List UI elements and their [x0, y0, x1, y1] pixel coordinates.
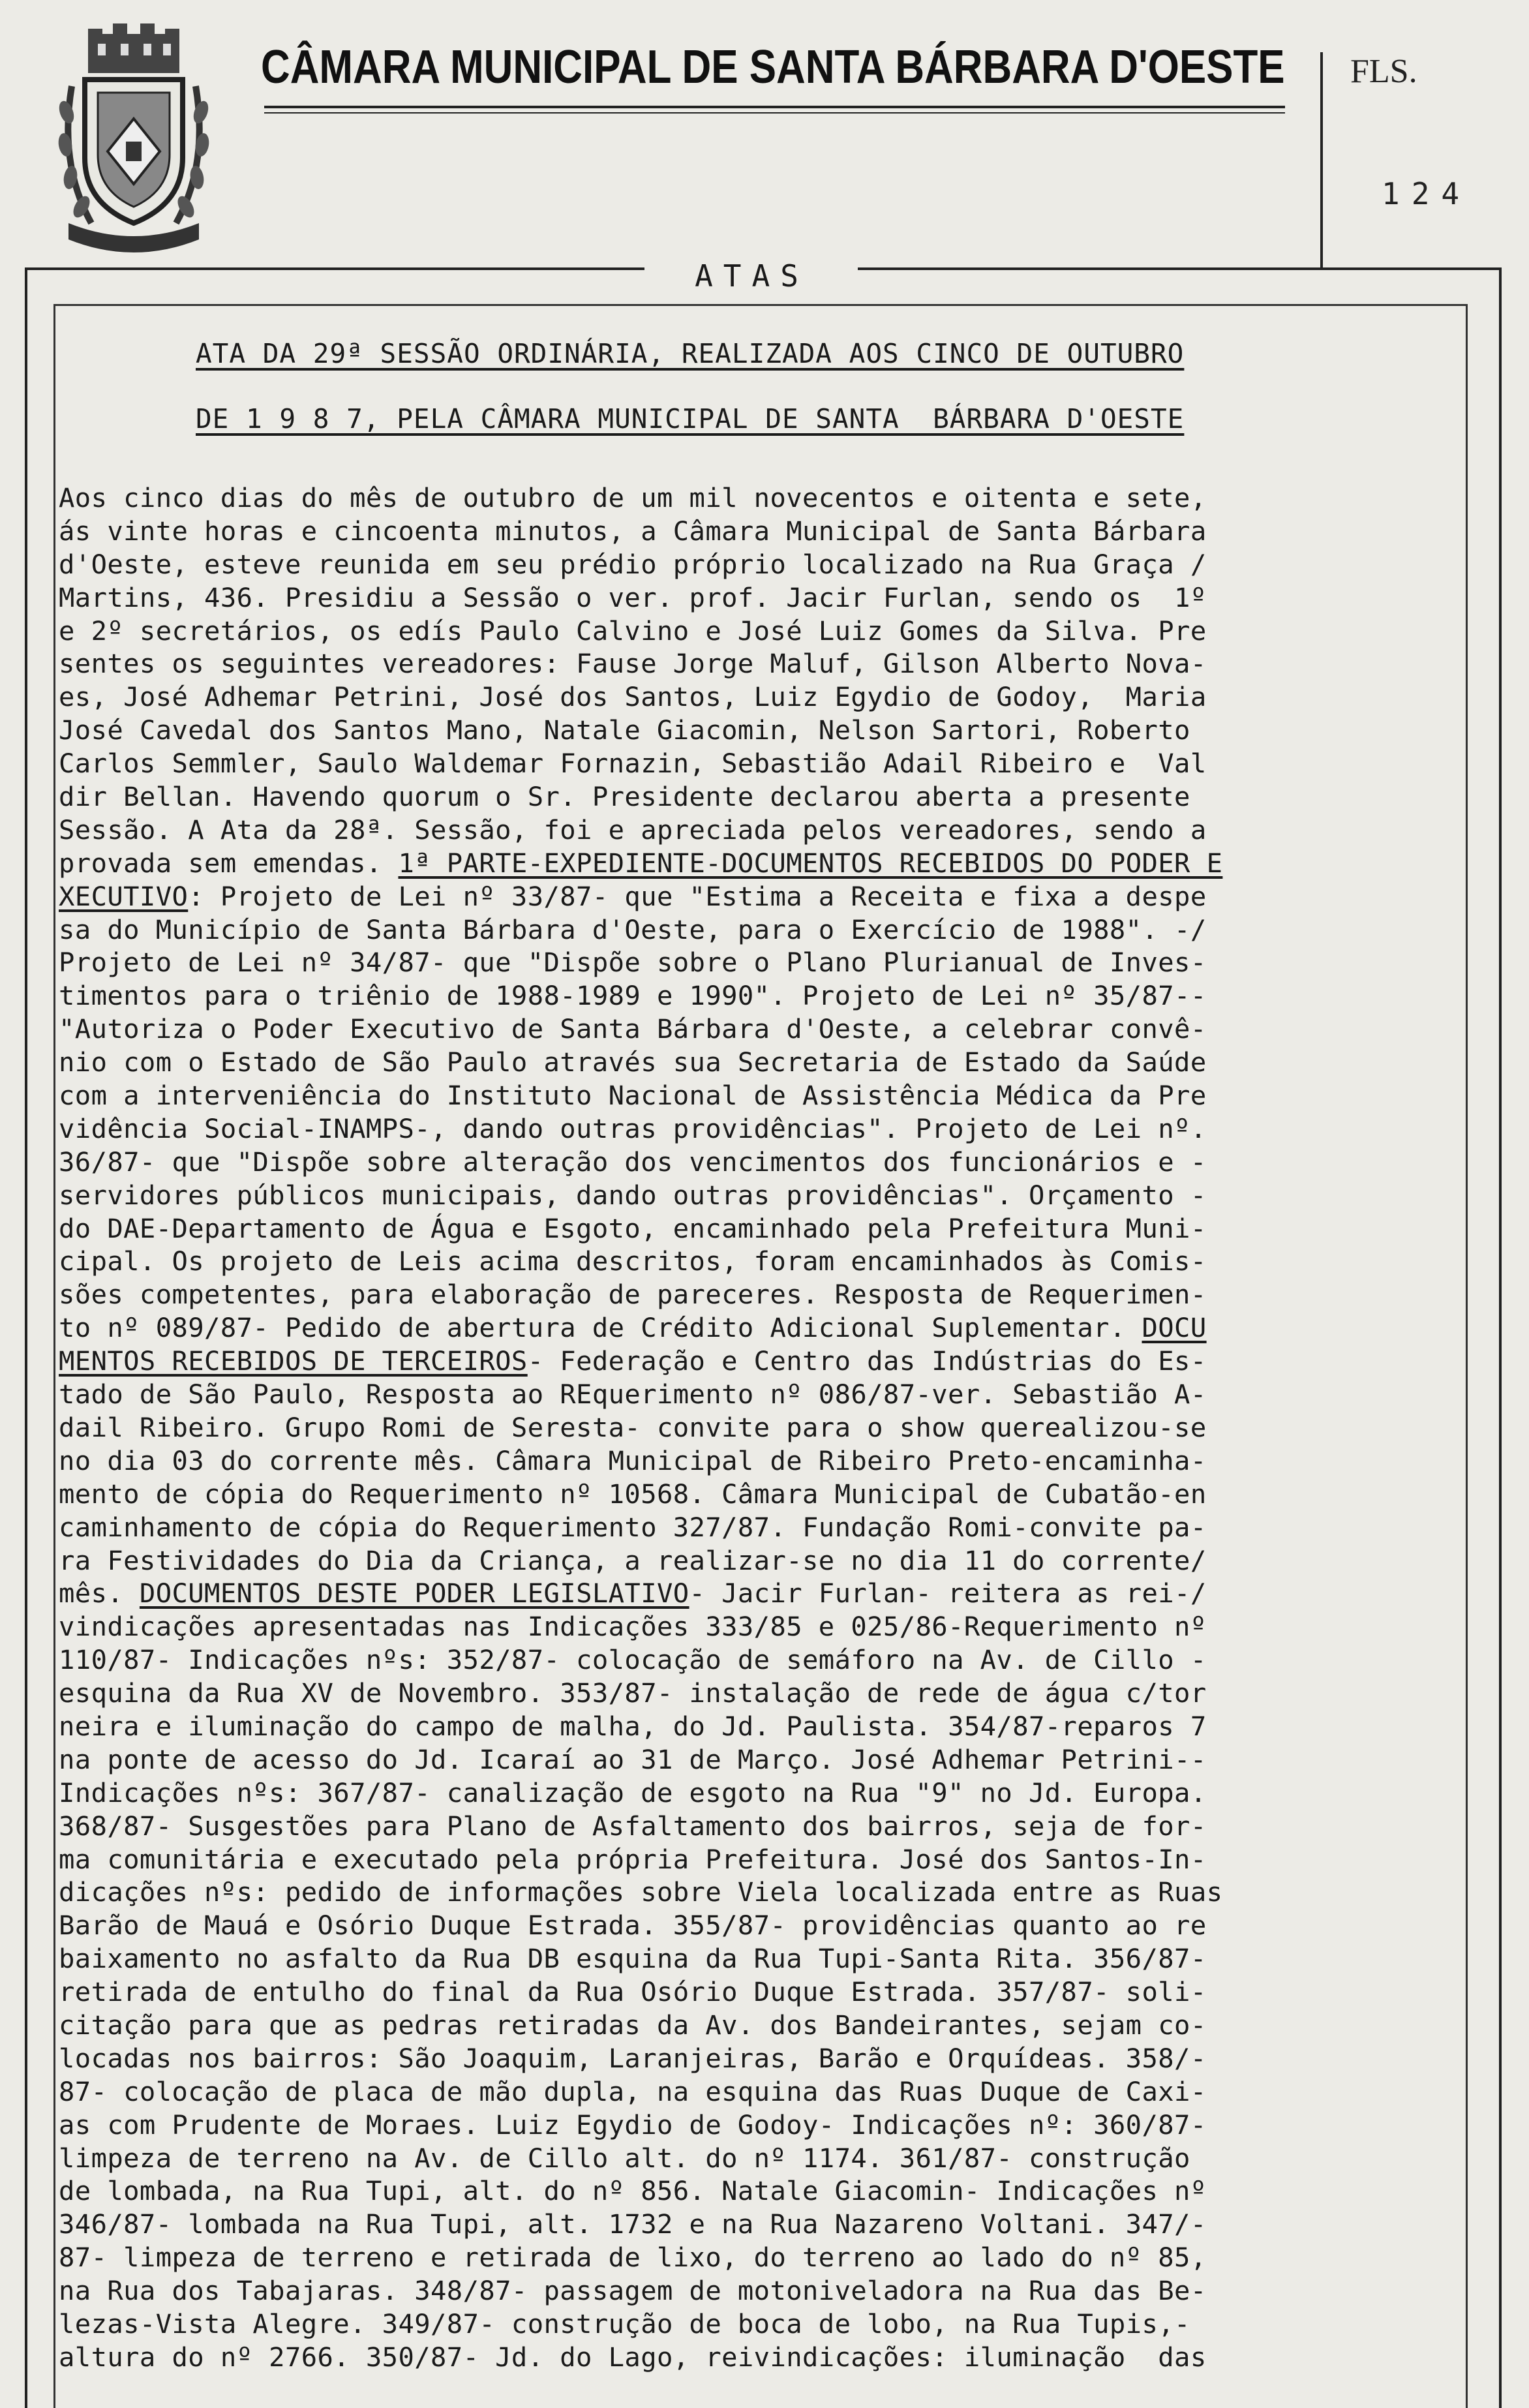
body-line: locadas nos bairros: São Joaquim, Laranjeiras, Barão e Orquídeas. 358/-	[59, 2042, 1207, 2074]
section-heading: DOCU	[1142, 1312, 1207, 1344]
body-text-segment: to nº 089/87- Pedido de abertura de Crédito Adicional Suplementar.	[59, 1312, 1142, 1344]
body-line: baixamento no asfalto da Rua DB esquina da Rua Tupi-Santa Rita. 356/87-	[59, 1943, 1207, 1975]
body-line	[59, 880, 1481, 913]
body-line: 87- limpeza de terreno e retirada de lixo, do terreno ao lado do nº 85,	[59, 2242, 1207, 2274]
body-line: José Cavedal dos Santos Mano, Natale Giacomin, Nelson Sartori, Roberto	[59, 714, 1190, 746]
body-line: citação para que as pedras retiradas da Av. dos Bandeirantes, sejam co-	[59, 2009, 1207, 2041]
section-heading: 1ª PARTE-EXPEDIENTE-DOCUMENTOS RECEBIDOS DO PODER E	[398, 847, 1223, 879]
body-line: Barão de Mauá e Osório Duque Estrada. 355/87- providências quanto ao re	[59, 1910, 1207, 1942]
body-line: Projeto de Lei nº 34/87- que "Dispõe sobre o Plano Plurianual de Inves-	[59, 947, 1207, 979]
body-line	[59, 1311, 1481, 1345]
body-line: ma comunitária e executado pela própria Prefeitura. José dos Santos-In-	[59, 1843, 1207, 1875]
body-line: 87- colocação de placa de mão dupla, na esquina das Ruas Duque de Caxi-	[59, 2075, 1207, 2107]
folio-number: 124	[1382, 176, 1472, 211]
frame-border-top-left	[25, 267, 644, 270]
municipal-coat-of-arms-icon	[52, 14, 215, 256]
body-line: ra Festividades do Dia da Criança, a realizar-se no dia 11 do corrente/	[59, 1544, 1207, 1576]
body-line: e 2º secretários, os edís Paulo Calvino e José Luiz Gomes da Silva. Pre	[59, 615, 1207, 647]
body-line: esquina da Rua XV de Novembro. 353/87- instalação de rede de água c/tor	[59, 1677, 1207, 1709]
body-text-segment: mês.	[59, 1577, 140, 1609]
frame-border-left	[25, 267, 27, 2408]
folio-label: FLS.	[1350, 53, 1417, 90]
section-heading: DOCUMENTOS DESTE PODER LEGISLATIVO	[139, 1577, 689, 1609]
ata-title-line-2: DE 1 9 8 7, PELA CÂMARA MUNICIPAL DE SANTA BÁRBARA D'OESTE	[196, 403, 1185, 434]
body-line: servidores públicos municipais, dando outras providências". Orçamento -	[59, 1179, 1207, 1211]
body-line: tado de São Paulo, Resposta ao REquerimento nº 086/87-ver. Sebastião A-	[59, 1379, 1207, 1410]
body-line: dir Bellan. Havendo quorum o Sr. Presidente declarou aberta a presente	[59, 781, 1190, 813]
body-line: sa do Município de Santa Bárbara d'Oeste, para o Exercício de 1988". -/	[59, 913, 1207, 945]
body-line: na ponte de acesso do Jd. Icaraí ao 31 de Março. José Adhemar Petrini--	[59, 1743, 1207, 1775]
body-text-segment: provada sem emendas.	[59, 847, 399, 879]
body-line: es, José Adhemar Petrini, José dos Santos, Luiz Egydio de Godoy, Maria	[59, 681, 1207, 713]
body-line: Martins, 436. Presidiu a Sessão o ver. prof. Jacir Furlan, sendo os 1º	[59, 581, 1207, 613]
section-label: ATAS	[695, 258, 809, 294]
header-divider	[1320, 52, 1323, 267]
body-line: limpeza de terreno na Av. de Cillo alt. do nº 1174. 361/87- construção	[59, 2142, 1190, 2174]
body-line: Carlos Semmler, Saulo Waldemar Fornazin, Sebastião Adail Ribeiro e Val	[59, 748, 1207, 780]
body-line: na Rua dos Tabajaras. 348/87- passagem de motoniveladora na Rua das Be-	[59, 2275, 1207, 2307]
body-line: d'Oeste, esteve reunida em seu prédio próprio localizado na Rua Graça /	[59, 548, 1207, 580]
body-line: 346/87- lombada na Rua Tupi, alt. 1732 e na Rua Nazareno Voltani. 347/-	[59, 2208, 1207, 2240]
body-line: 368/87- Susgestões para Plano de Asfaltamento dos bairros, seja de for-	[59, 1810, 1207, 1842]
title-underline	[264, 106, 1285, 108]
body-line: retirada de entulho do final da Rua Osório Duque Estrada. 357/87- soli-	[59, 1976, 1207, 2008]
body-line: caminhamento de cópia do Requerimento 327/87. Fundação Romi-convite pa-	[59, 1511, 1207, 1543]
minutes-body	[59, 481, 1481, 2374]
chamber-title: CÂMARA MUNICIPAL DE SANTA BÁRBARA D'OESTE	[261, 41, 1285, 93]
body-line: nio com o Estado de São Paulo através sua Secretaria de Estado da Saúde	[59, 1046, 1207, 1078]
body-line: lezas-Vista Alegre. 349/87- construção de boca de lobo, na Rua Tupis,-	[59, 2308, 1190, 2339]
body-line: dail Ribeiro. Grupo Romi de Seresta- convite para o show querealizou-se	[59, 1411, 1207, 1443]
body-line	[59, 1577, 1481, 1610]
body-line: de lombada, na Rua Tupi, alt. do nº 856. Natale Giacomin- Indicações nº	[59, 2175, 1207, 2207]
body-line: vidência Social-INAMPS-, dando outras providências". Projeto de Lei nº.	[59, 1112, 1207, 1144]
body-line: sões competentes, para elaboração de pareceres. Resposta de Requerimen-	[59, 1279, 1207, 1311]
frame-border-right	[1499, 267, 1502, 2408]
body-line: "Autoriza o Poder Executivo de Santa Bárbara d'Oeste, a celebrar convê-	[59, 1013, 1207, 1045]
body-text-segment: : Projeto de Lei nº 33/87- que "Estima a Receita e fixa a despe	[188, 880, 1207, 912]
body-line: 110/87- Indicações nºs: 352/87- colocação de semáforo na Av. de Cillo -	[59, 1644, 1207, 1676]
body-text-segment: - Federação e Centro das Indústrias do Es-	[527, 1345, 1207, 1377]
body-line: as com Prudente de Moraes. Luiz Egydio de Godoy- Indicações nº: 360/87-	[59, 2109, 1207, 2141]
body-line: mento de cópia do Requerimento nº 10568. Câmara Municipal de Cubatão-en	[59, 1478, 1207, 1510]
body-line: ás vinte horas e cincoenta minutos, a Câmara Municipal de Santa Bárbara	[59, 515, 1207, 547]
title-underline-secondary	[264, 112, 1285, 114]
body-text-segment: - Jacir Furlan- reitera as rei-/	[689, 1577, 1207, 1609]
body-line: altura do nº 2766. 350/87- Jd. do Lago, reivindicações: iluminação das	[59, 2341, 1207, 2373]
body-line: Aos cinco dias do mês de outubro de um mil novecentos e oitenta e sete,	[59, 482, 1207, 513]
body-line: do DAE-Departamento de Água e Esgoto, encaminhado pela Prefeitura Muni-	[59, 1212, 1207, 1244]
body-line: com a interveniência do Instituto Nacional de Assistência Médica da Pre	[59, 1080, 1207, 1112]
body-line	[59, 847, 1481, 880]
body-line: 36/87- que "Dispõe sobre alteração dos vencimentos dos funcionários e -	[59, 1146, 1207, 1178]
body-line: cipal. Os projeto de Leis acima descritos, foram encaminhados às Comis-	[59, 1245, 1207, 1277]
section-heading: XECUTIVO	[59, 880, 189, 912]
body-line: timentos para o triênio de 1988-1989 e 1990". Projeto de Lei nº 35/87--	[59, 980, 1207, 1012]
body-line: vindicações apresentadas nas Indicações 333/85 e 025/86-Requerimento nº	[59, 1611, 1207, 1643]
section-heading: MENTOS RECEBIDOS DE TERCEIROS	[59, 1345, 528, 1377]
frame-border-top-right	[858, 267, 1500, 270]
body-line: Indicações nºs: 367/87- canalização de esgoto na Rua "9" no Jd. Europa.	[59, 1776, 1207, 1808]
body-line: no dia 03 do corrente mês. Câmara Municipal de Ribeiro Preto-encaminha-	[59, 1444, 1207, 1476]
body-line: neira e iluminação do campo de malha, do Jd. Paulista. 354/87-reparos 7	[59, 1710, 1207, 1742]
body-line: Sessão. A Ata da 28ª. Sessão, foi e apreciada pelos vereadores, sendo a	[59, 814, 1207, 846]
ata-title-line-1: ATA DA 29ª SESSÃO ORDINÁRIA, REALIZADA AOS CINCO DE OUTUBRO	[196, 338, 1185, 369]
body-line: dicações nºs: pedido de informações sobre Viela localizada entre as Ruas	[59, 1876, 1223, 1908]
body-line	[59, 1345, 1481, 1378]
body-line: sentes os seguintes vereadores: Fause Jorge Maluf, Gilson Alberto Nova-	[59, 648, 1207, 680]
